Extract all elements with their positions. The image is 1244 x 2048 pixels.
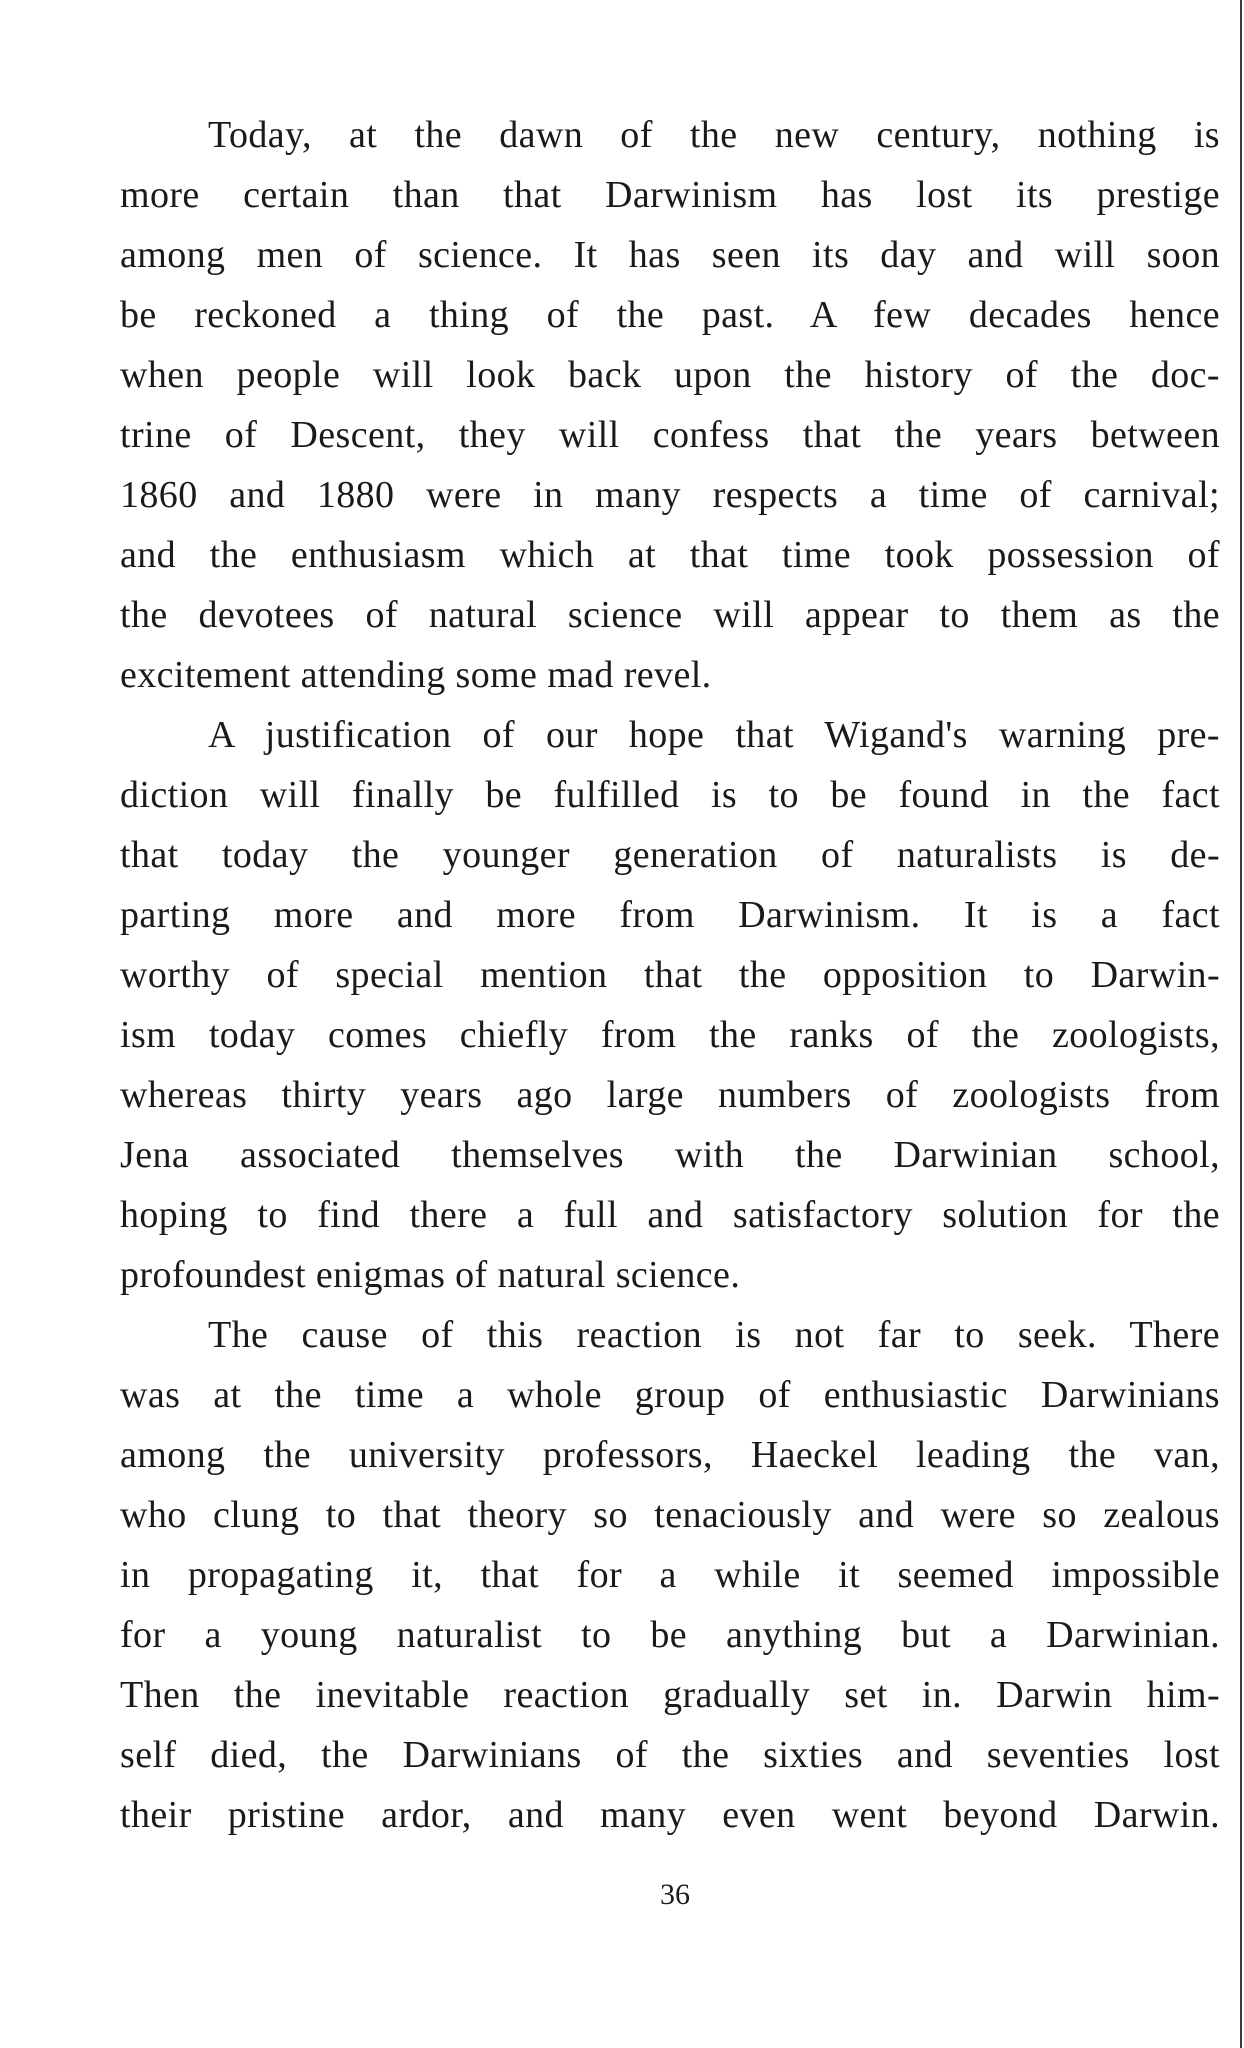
- text-line: in propagating it, that for a while it seemed impossible: [120, 1554, 1220, 1596]
- text-line: hoping to find there a full and satisfactory solution for the: [120, 1194, 1220, 1236]
- text-line: profoundest enigmas of natural science.: [120, 1254, 741, 1296]
- paragraph-1: [120, 105, 1220, 705]
- text-line: for a young naturalist to be anything but a Darwinian.: [120, 1614, 1220, 1656]
- text-line: that today the younger generation of naturalists is de-: [120, 834, 1220, 876]
- text-line: Today, at the dawn of the new century, nothing is: [208, 114, 1220, 156]
- text-line: and the enthusiasm which at that time took possession of: [120, 534, 1220, 576]
- text-line: A justification of our hope that Wigand's warning pre-: [208, 714, 1220, 756]
- text-line: trine of Descent, they will confess that the years between: [120, 414, 1220, 456]
- text-line: be reckoned a thing of the past. A few decades hence: [120, 294, 1220, 336]
- text-line: 1860 and 1880 were in many respects a time of carnival;: [120, 474, 1220, 516]
- page-edge-line: [1240, 0, 1242, 2048]
- text-line: worthy of special mention that the opposition to Darwin-: [120, 954, 1220, 996]
- text-line: the devotees of natural science will appear to them as the: [120, 594, 1220, 636]
- paragraph-2: [120, 705, 1220, 1305]
- text-line: ism today comes chiefly from the ranks of the zoologists,: [120, 1014, 1220, 1056]
- text-line: whereas thirty years ago large numbers of zoologists from: [120, 1074, 1220, 1116]
- text-line: was at the time a whole group of enthusiastic Darwinians: [120, 1374, 1220, 1416]
- body-text: [120, 105, 1220, 1845]
- text-line: who clung to that theory so tenaciously and were so zealous: [120, 1494, 1220, 1536]
- text-line: among the university professors, Haeckel leading the van,: [120, 1434, 1220, 1476]
- text-line: among men of science. It has seen its day and will soon: [120, 234, 1220, 276]
- text-line: their pristine ardor, and many even went beyond Darwin.: [120, 1794, 1220, 1836]
- text-line: The cause of this reaction is not far to seek. There: [208, 1314, 1220, 1356]
- text-line: diction will finally be fulfilled is to be found in the fact: [120, 774, 1220, 816]
- paragraph-3: [120, 1305, 1220, 1845]
- text-line: self died, the Darwinians of the sixties and seventies lost: [120, 1734, 1220, 1776]
- text-line: Then the inevitable reaction gradually set in. Darwin him-: [120, 1674, 1220, 1716]
- page-number: 36: [660, 1878, 690, 1911]
- text-line: excitement attending some mad revel.: [120, 654, 712, 696]
- text-line: Jena associated themselves with the Darwinian school,: [120, 1134, 1220, 1176]
- text-line: when people will look back upon the history of the doc-: [120, 354, 1220, 396]
- text-line: more certain than that Darwinism has lost its prestige: [120, 174, 1220, 216]
- text-line: parting more and more from Darwinism. It is a fact: [120, 894, 1220, 936]
